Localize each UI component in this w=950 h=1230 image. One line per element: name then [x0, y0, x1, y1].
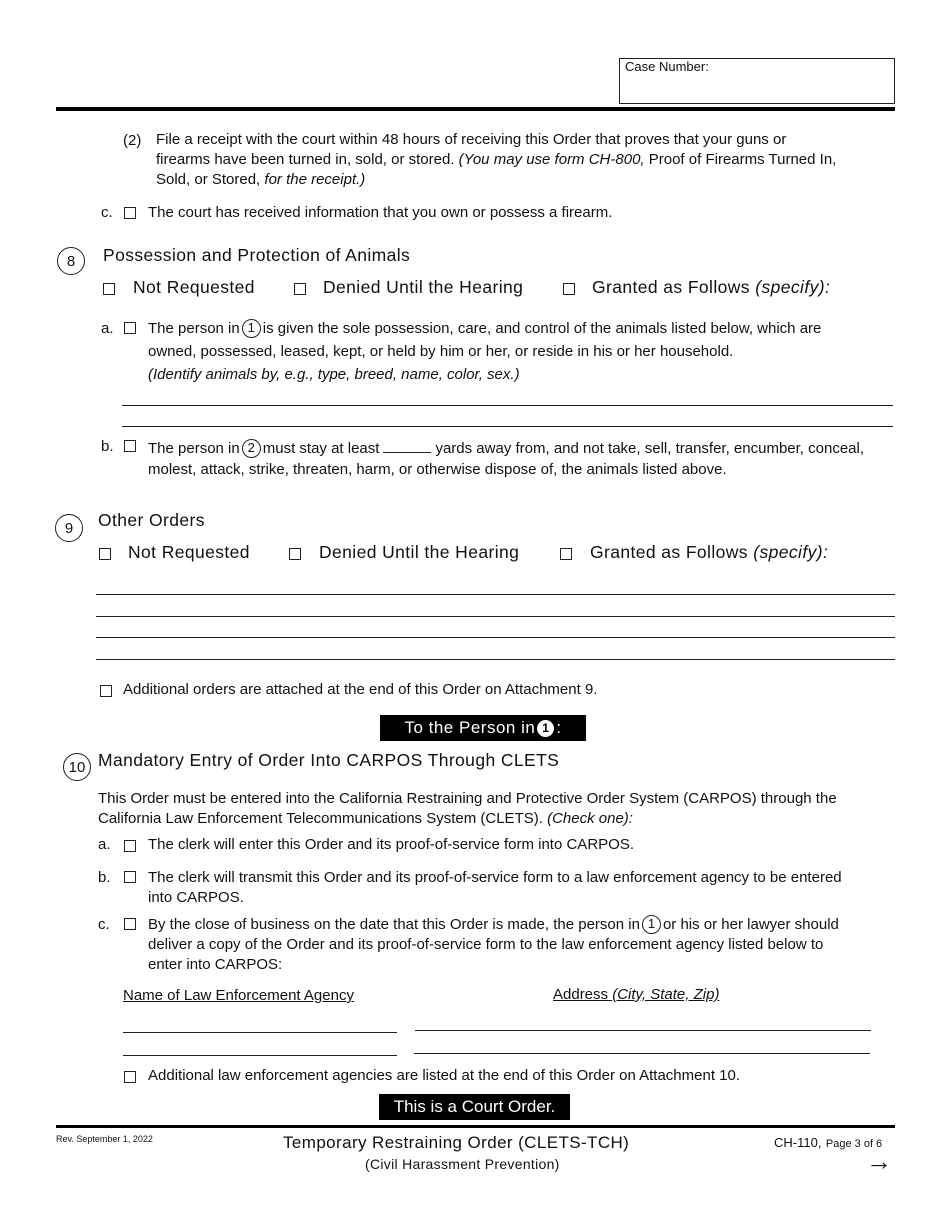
- footer-rev: Rev. September 1, 2022: [56, 1134, 153, 1144]
- address-line-2[interactable]: [414, 1053, 870, 1054]
- item10-intro-line2-text: California Law Enforcement Telecommunications System (CLETS).: [98, 810, 543, 827]
- item7-sub2-line2-plain: firearms have been turned in, sold, or stored.: [156, 151, 455, 168]
- next-page-arrow-icon[interactable]: →: [866, 1146, 892, 1176]
- agency-name-line-2[interactable]: [123, 1055, 397, 1056]
- agency-name-label: Name of Law Enforcement Agency: [123, 987, 354, 1004]
- item10-additional-checkbox[interactable]: [124, 1071, 136, 1083]
- item10-c-ref-circle: [642, 915, 661, 934]
- address-label: [553, 985, 719, 1005]
- item9-granted-text: Granted as Follows: [590, 542, 748, 562]
- item8-not-requested-label: Not Requested: [133, 277, 255, 297]
- item10-number-text: 10: [68, 758, 86, 776]
- item8-b-line2: molest, attack, strike, threaten, harm, or otherwise dispose of, the animals listed above.: [148, 461, 727, 478]
- item7-sub2-line2-plain2: Proof of Firearms Turned In,: [648, 151, 837, 168]
- item8-b-pre: The person in: [148, 440, 240, 457]
- item7-sub2-line3-plain: Sold, or Stored,: [156, 171, 261, 188]
- item9-orders-line-2[interactable]: [96, 616, 895, 617]
- address-line-1[interactable]: [415, 1030, 871, 1031]
- item9-denied-label: Denied Until the Hearing: [319, 542, 520, 562]
- item9-additional-text: Additional orders are attached at the end of this Order on Attachment 9.: [123, 681, 598, 698]
- item8-b-line1: [148, 437, 864, 459]
- item10-b-line2: into CARPOS.: [148, 889, 244, 906]
- item10-a-checkbox[interactable]: [124, 840, 136, 852]
- item10-c-line1: [148, 915, 839, 935]
- case-number-label: Case Number:: [625, 59, 709, 74]
- item10-b-letter: b.: [98, 869, 111, 886]
- item8-not-requested-checkbox[interactable]: [103, 283, 115, 295]
- item7-sub2-line1: File a receipt with the court within 48 hours of receiving this Order that proves that your guns or: [156, 131, 787, 148]
- item9-number: [55, 514, 83, 542]
- item8-a-ref: 1: [247, 320, 255, 336]
- address-label-text: Address: [553, 986, 609, 1003]
- item10-c-line3: enter into CARPOS:: [148, 956, 283, 973]
- item10-additional-text: Additional law enforcement agencies are listed at the end of this Order on Attachment 10.: [148, 1067, 741, 1084]
- item10-c-post: or his or her lawyer should: [662, 916, 839, 933]
- to-person-post: :: [556, 718, 562, 737]
- item10-b-line1: The clerk will transmit this Order and its proof-of-service form to a law enforcement agency to be entered: [148, 869, 842, 886]
- item10-a-text: The clerk will enter this Order and its proof-of-service form into CARPOS.: [148, 836, 634, 853]
- item8-number-text: 8: [66, 252, 76, 270]
- item8-a-line1: [148, 319, 821, 339]
- item10-number: [63, 753, 91, 781]
- item8-a-pre: The person in: [148, 320, 240, 337]
- item9-denied-checkbox[interactable]: [289, 548, 301, 560]
- item9-not-requested-checkbox[interactable]: [99, 548, 111, 560]
- item8-number: [57, 247, 85, 275]
- item8-b-ref: 2: [247, 440, 255, 456]
- case-number-box[interactable]: [619, 58, 895, 104]
- header-rule: [56, 107, 895, 111]
- item8-yards-field[interactable]: [383, 437, 431, 453]
- item9-additional-checkbox[interactable]: [100, 685, 112, 697]
- item9-orders-line-1[interactable]: [96, 594, 895, 595]
- item8-a-checkbox[interactable]: [124, 322, 136, 334]
- item8-specify-text: (specify):: [755, 277, 831, 297]
- item7-sub2-line2-italic: (You may use form CH-800,: [458, 151, 645, 168]
- item10-c-pre: By the close of business on the date that this Order is made, the person in: [148, 916, 640, 933]
- item8-b-checkbox[interactable]: [124, 440, 136, 452]
- item8-b-post: yards away from, and not take, sell, transfer, encumber, conceal,: [435, 440, 865, 457]
- item9-orders-line-3[interactable]: [96, 637, 895, 638]
- item8-a-letter: a.: [101, 320, 114, 337]
- footer-form-code: CH-110,: [774, 1135, 822, 1150]
- item8-granted-text: Granted as Follows: [592, 277, 750, 297]
- item7-sub2-line3-italic: for the receipt.): [264, 171, 366, 188]
- item8-a-post: is given the sole possession, care, and control of the animals listed below, which are: [262, 320, 822, 337]
- to-person-ref: 1: [537, 720, 554, 737]
- item10-check-one: (Check one):: [547, 810, 633, 827]
- item10-intro-line1: This Order must be entered into the California Restraining and Protective Order System (CARPOS) through the: [98, 790, 837, 807]
- item8-granted-checkbox[interactable]: [563, 283, 575, 295]
- court-order-banner: This is a Court Order.: [379, 1094, 570, 1120]
- footer-rule: [56, 1125, 895, 1128]
- footer-page: Page 3 of 6: [825, 1138, 883, 1150]
- to-person-banner: [380, 715, 586, 741]
- item10-c-letter: c.: [98, 916, 110, 933]
- item9-granted-label: [590, 542, 828, 563]
- item8-a-line3: (Identify animals by, e.g., type, breed, name, color, sex.): [148, 366, 520, 383]
- item8-animals-line-1[interactable]: [122, 405, 893, 406]
- item8-denied-checkbox[interactable]: [294, 283, 306, 295]
- item7-c-checkbox[interactable]: [124, 207, 136, 219]
- item9-not-requested-label: Not Requested: [128, 542, 250, 562]
- item8-granted-label: [592, 277, 830, 298]
- item8-b-ref-circle: [242, 439, 261, 458]
- item7-sub2-number: (2): [123, 132, 142, 149]
- item10-c-line2: deliver a copy of the Order and its proof-of-service form to the law enforcement agency listed below to: [148, 936, 824, 953]
- item8-a-ref-circle: [242, 319, 261, 338]
- item10-intro-line2: [98, 809, 633, 829]
- item10-c-ref: 1: [647, 916, 656, 932]
- item10-a-letter: a.: [98, 836, 111, 853]
- item8-title: Possession and Protection of Animals: [103, 245, 411, 265]
- item10-title: Mandatory Entry of Order Into CARPOS Through CLETS: [98, 750, 560, 770]
- footer-subtitle: (Civil Harassment Prevention): [365, 1156, 560, 1172]
- item8-a-line2: owned, possessed, leased, kept, or held by him or her, or reside in his or her household.: [148, 343, 734, 360]
- footer-title: Temporary Restraining Order (CLETS-TCH): [283, 1133, 630, 1152]
- item10-c-checkbox[interactable]: [124, 918, 136, 930]
- item7-sub2-line3: [156, 170, 365, 190]
- item7-sub2-line2: [156, 150, 836, 170]
- item9-specify-text: (specify):: [753, 542, 829, 562]
- item8-b-mid: must stay at least: [262, 440, 380, 457]
- item8-b-letter: b.: [101, 438, 114, 455]
- item8-denied-label: Denied Until the Hearing: [323, 277, 524, 297]
- item10-b-checkbox[interactable]: [124, 871, 136, 883]
- item7-c-text: The court has received information that you own or possess a firearm.: [148, 204, 613, 221]
- item8-animals-line-2[interactable]: [122, 426, 893, 427]
- item9-orders-line-4[interactable]: [96, 659, 895, 660]
- address-hint: (City, State, Zip): [612, 986, 720, 1003]
- item7-c-letter: c.: [101, 204, 113, 221]
- to-person-pre: To the Person in: [404, 718, 536, 737]
- item9-number-text: 9: [64, 519, 74, 537]
- agency-name-line-1[interactable]: [123, 1032, 397, 1033]
- item9-granted-checkbox[interactable]: [560, 548, 572, 560]
- item9-title: Other Orders: [98, 510, 205, 530]
